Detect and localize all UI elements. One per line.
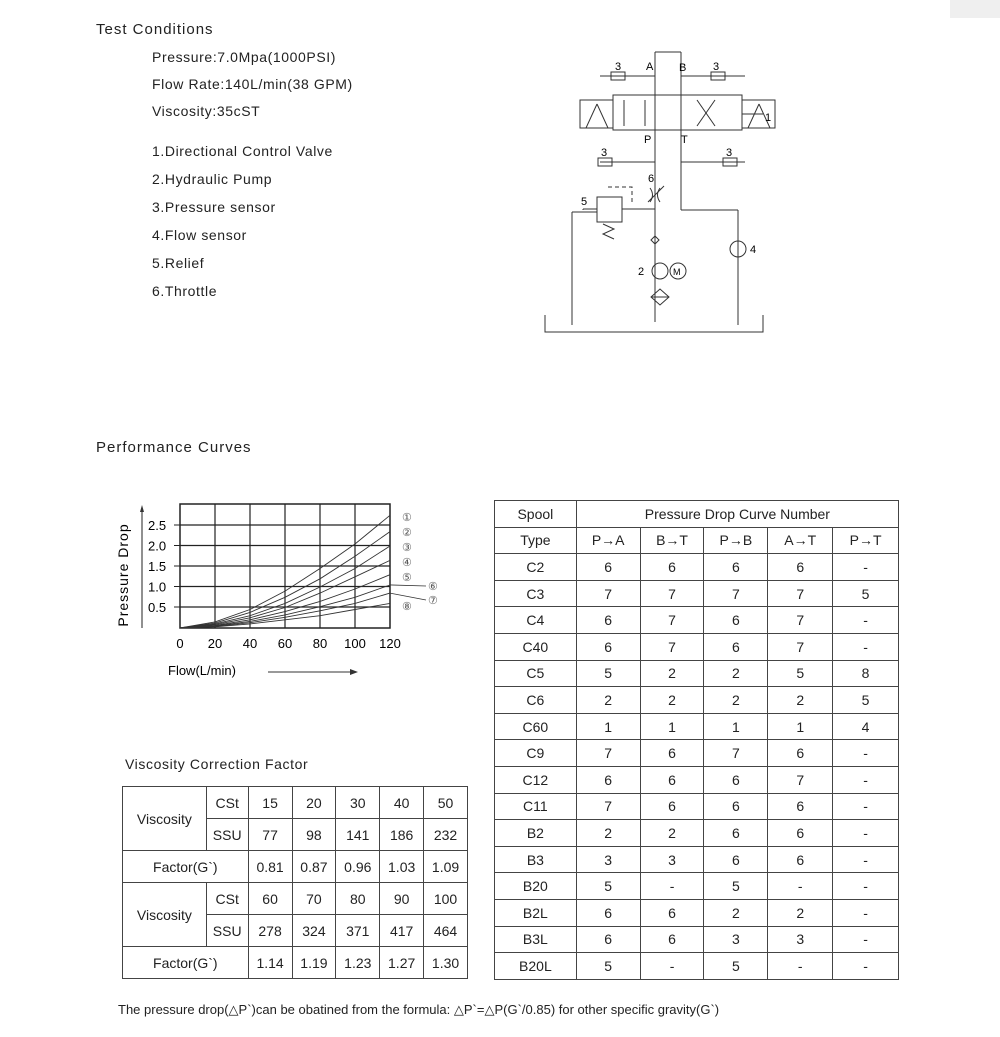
type-header: Type	[495, 527, 577, 554]
curve-number-cell: 6	[768, 740, 833, 767]
table-cell: 15	[248, 787, 292, 819]
table-row	[495, 633, 899, 660]
curve-number-cell: 4	[833, 713, 899, 740]
curve-number-cell: 6	[704, 820, 768, 847]
table-header-row	[495, 501, 899, 528]
curve-number-cell: 6	[640, 793, 704, 820]
table-cell: 1.14	[248, 947, 292, 979]
curve-number-cell: 5	[833, 580, 899, 607]
column-header: P→T	[833, 527, 899, 554]
pump-label-2: 2	[638, 266, 645, 278]
chart-grid	[142, 504, 390, 628]
table-cell: 324	[292, 915, 336, 947]
port-b-label: B	[679, 62, 687, 74]
table-row	[123, 947, 468, 979]
table-header-row	[495, 527, 899, 554]
throttle-label-6: 6	[648, 173, 655, 185]
table-row	[495, 740, 899, 767]
formula-note: The pressure drop(△P`)can be obatined from the formula: △P`=△P(G`/0.85) for other specific gravity(G`)	[118, 1002, 720, 1017]
spool-type-cell: C12	[495, 766, 577, 793]
curve-number-cell: 6	[640, 554, 704, 581]
table-cell: 0.96	[336, 851, 380, 883]
curve-number-cell: -	[833, 607, 899, 634]
table-cell: 232	[424, 819, 468, 851]
table-row	[495, 766, 899, 793]
table-cell: 90	[380, 883, 424, 915]
curve-number-cell: 6	[768, 846, 833, 873]
series-label: ⑧	[402, 601, 412, 613]
curve-number-cell: 3	[576, 846, 640, 873]
curve-number-cell: 6	[576, 607, 640, 634]
component-item: 4.Flow sensor	[152, 227, 247, 243]
y-tick-label: 2.5	[148, 518, 167, 533]
x-tick-label: 80	[312, 636, 328, 651]
y-tick-label: 1.5	[148, 559, 167, 574]
pressure-condition: Pressure:7.0Mpa(1000PSI)	[152, 49, 337, 65]
sensor-label-3: 3	[615, 61, 622, 73]
x-tick-label: 40	[242, 636, 258, 651]
spool-type-cell: C11	[495, 793, 577, 820]
curve-number-cell: -	[768, 953, 833, 980]
y-tick-label: 1.0	[148, 579, 167, 595]
spool-type-cell: C40	[495, 633, 577, 660]
table-row	[495, 660, 899, 687]
spool-type-cell: C60	[495, 713, 577, 740]
table-cell: 40	[380, 787, 424, 819]
curve-number-cell: 7	[576, 793, 640, 820]
sensor-label-3: 3	[713, 61, 720, 73]
series-label: ⑤	[402, 572, 412, 584]
series-label: ⑦	[428, 595, 438, 607]
curve-number-cell: 1	[768, 713, 833, 740]
table-row	[495, 687, 899, 714]
table-cell: 1.23	[336, 947, 380, 979]
curve-number-cell: 2	[640, 820, 704, 847]
table-cell: 77	[248, 819, 292, 851]
chart-y-axis-label: Pressure Drop	[115, 523, 131, 627]
curve-number-cell: 7	[704, 740, 768, 767]
spool-type-cell: B3	[495, 846, 577, 873]
curve-number-cell: 5	[576, 660, 640, 687]
ssu-label: SSU	[206, 915, 248, 947]
table-row	[495, 953, 899, 980]
x-tick-label: 20	[207, 636, 223, 651]
curve-number-cell: 6	[768, 820, 833, 847]
curve-number-cell: 1	[640, 713, 704, 740]
table-row	[495, 926, 899, 953]
curve-number-cell: -	[833, 740, 899, 767]
flow-rate-condition: Flow Rate:140L/min(38 GPM)	[152, 76, 353, 92]
table-row	[123, 883, 468, 915]
table-cell: 1.03	[380, 851, 424, 883]
series-leader-line	[390, 593, 426, 600]
curve-number-cell: 6	[704, 846, 768, 873]
curve-number-cell: 7	[768, 580, 833, 607]
curve-number-cell: 5	[576, 953, 640, 980]
component-item: 5.Relief	[152, 255, 205, 271]
port-t-label: T	[681, 134, 688, 146]
curve-number-cell: 7	[576, 740, 640, 767]
curve-number-cell: 2	[640, 660, 704, 687]
spool-header: Spool	[495, 501, 577, 528]
curve-number-cell: 2	[704, 687, 768, 714]
y-tick-label: 0.5	[148, 600, 167, 615]
series-label: ④	[402, 557, 412, 569]
curve-number-cell: -	[833, 633, 899, 660]
spool-type-cell: C5	[495, 660, 577, 687]
table-row	[495, 554, 899, 581]
table-cell: 371	[336, 915, 380, 947]
x-axis-arrowhead	[350, 669, 358, 675]
sensor-label-3: 3	[601, 147, 608, 159]
table-cell: 1.09	[424, 851, 468, 883]
table-cell: 0.87	[292, 851, 336, 883]
table-row	[495, 873, 899, 900]
table-cell: 1.19	[292, 947, 336, 979]
curve-number-cell: -	[833, 820, 899, 847]
spool-type-cell: C4	[495, 607, 577, 634]
viscosity-table-title: Viscosity Correction Factor	[125, 756, 309, 772]
curve-number-cell: 6	[704, 766, 768, 793]
motor-label: M	[673, 267, 681, 277]
curve-number-cell: 3	[704, 926, 768, 953]
curve-number-cell: 7	[576, 580, 640, 607]
table-cell: 1.30	[424, 947, 468, 979]
series-leader-line	[390, 585, 426, 586]
series-label: ①	[402, 512, 412, 524]
chart-labels	[148, 512, 438, 651]
x-tick-label: 100	[344, 636, 366, 651]
cst-label: CSt	[206, 883, 248, 915]
viscosity-condition: Viscosity:35cST	[152, 103, 261, 119]
curve-number-cell: 2	[768, 687, 833, 714]
column-header: A→T	[768, 527, 833, 554]
table-row	[495, 580, 899, 607]
curve-number-cell: 3	[768, 926, 833, 953]
column-header: B→T	[640, 527, 704, 554]
curve-number-cell: 2	[768, 899, 833, 926]
curve-number-cell: -	[833, 793, 899, 820]
table-cell: 98	[292, 819, 336, 851]
test-conditions-title: Test Conditions	[96, 21, 214, 38]
table-row	[495, 846, 899, 873]
curve-number-cell: -	[833, 554, 899, 581]
y-axis-arrowhead	[140, 505, 144, 512]
table-cell: 464	[424, 915, 468, 947]
curve-number-cell: -	[768, 873, 833, 900]
spool-type-cell: B20L	[495, 953, 577, 980]
table-row	[123, 787, 468, 819]
curve-number-cell: 6	[576, 926, 640, 953]
performance-chart	[105, 495, 450, 690]
curve-number-cell: 2	[576, 820, 640, 847]
curve-number-cell: -	[833, 766, 899, 793]
series-label: ⑥	[428, 581, 438, 593]
curve-number-cell: 6	[640, 766, 704, 793]
curve-number-cell: -	[833, 846, 899, 873]
curve-number-cell: 6	[640, 926, 704, 953]
performance-curves-title: Performance Curves	[96, 439, 252, 456]
viscosity-correction-table	[122, 786, 468, 979]
curve-number-cell: 2	[704, 660, 768, 687]
table-cell: 100	[424, 883, 468, 915]
curve-number-cell: 6	[704, 554, 768, 581]
hydraulic-schematic	[0, 0, 1000, 345]
curve-number-cell: 6	[576, 899, 640, 926]
y-tick-label: 2.0	[148, 538, 167, 554]
curve-number-cell: 6	[576, 766, 640, 793]
table-cell: 1.27	[380, 947, 424, 979]
curve-number-cell: 6	[576, 554, 640, 581]
sensor-label-3: 3	[726, 147, 733, 159]
curve-number-cell: 5	[704, 873, 768, 900]
series-label: ②	[402, 527, 412, 539]
table-cell: 60	[248, 883, 292, 915]
port-a-label: A	[646, 61, 654, 73]
table-cell: 141	[336, 819, 380, 851]
curve-number-cell: 6	[704, 633, 768, 660]
curve-number-cell: -	[833, 926, 899, 953]
curve-number-cell: -	[833, 873, 899, 900]
curve-number-cell: 1	[704, 713, 768, 740]
curve-number-cell: 6	[640, 899, 704, 926]
table-cell: 80	[336, 883, 380, 915]
spool-type-cell: C2	[495, 554, 577, 581]
curve-number-cell: 7	[640, 607, 704, 634]
spool-type-cell: B2	[495, 820, 577, 847]
spool-type-cell: C6	[495, 687, 577, 714]
port-p-label: P	[644, 134, 652, 146]
spool-type-cell: B3L	[495, 926, 577, 953]
curve-number-cell: 6	[768, 554, 833, 581]
curve-number-cell: 6	[640, 740, 704, 767]
factor-label: Factor(G`)	[123, 851, 249, 883]
x-tick-label: 120	[379, 636, 401, 651]
component-item: 1.Directional Control Valve	[152, 143, 333, 159]
curve-number-cell: -	[833, 899, 899, 926]
curve-number-cell: 7	[640, 633, 704, 660]
curve-number-cell: -	[640, 953, 704, 980]
column-header: P→B	[704, 527, 768, 554]
pressure-drop-table-body	[495, 501, 899, 980]
chart-x-axis-label: Flow(L/min)	[168, 663, 236, 678]
table-cell: 417	[380, 915, 424, 947]
table-cell: 20	[292, 787, 336, 819]
spool-type-cell: B20	[495, 873, 577, 900]
curve-number-cell: 8	[833, 660, 899, 687]
table-row	[495, 793, 899, 820]
factor-label: Factor(G`)	[123, 947, 249, 979]
table-row	[495, 820, 899, 847]
component-item: 2.Hydraulic Pump	[152, 171, 273, 187]
series-label: ③	[402, 542, 412, 554]
table-cell: 0.81	[248, 851, 292, 883]
ssu-label: SSU	[206, 819, 248, 851]
spool-type-cell: C9	[495, 740, 577, 767]
viscosity-label: Viscosity	[123, 787, 207, 851]
table-cell: 70	[292, 883, 336, 915]
table-cell: 30	[336, 787, 380, 819]
spool-type-cell: B2L	[495, 899, 577, 926]
valve-label-1: 1	[765, 112, 772, 124]
table-row	[495, 713, 899, 740]
table-row	[495, 899, 899, 926]
table-cell: 278	[248, 915, 292, 947]
pressure-drop-table	[494, 500, 899, 980]
x-tick-label: 60	[277, 636, 293, 651]
viscosity-label: Viscosity	[123, 883, 207, 947]
table-row	[495, 607, 899, 634]
component-item: 3.Pressure sensor	[152, 199, 276, 215]
table-cell: 186	[380, 819, 424, 851]
curve-number-cell: 7	[768, 633, 833, 660]
flow-sensor-label-4: 4	[750, 244, 757, 256]
curve-number-cell: 6	[704, 607, 768, 634]
curve-number-cell: 7	[640, 580, 704, 607]
spool-type-cell: C3	[495, 580, 577, 607]
column-header: P→A	[576, 527, 640, 554]
curve-number-cell: 5	[833, 687, 899, 714]
x-tick-label: 0	[176, 636, 184, 651]
table-cell: 50	[424, 787, 468, 819]
curve-number-cell: 6	[704, 793, 768, 820]
curve-number-header: Pressure Drop Curve Number	[576, 501, 898, 528]
curve-number-cell: 3	[640, 846, 704, 873]
relief-label-5: 5	[581, 196, 588, 208]
curve-number-cell: 5	[576, 873, 640, 900]
curve-number-cell: 5	[704, 953, 768, 980]
curve-number-cell: 7	[768, 766, 833, 793]
table-row	[123, 851, 468, 883]
curve-number-cell: 2	[640, 687, 704, 714]
component-item: 6.Throttle	[152, 283, 218, 299]
curve-number-cell: 2	[704, 899, 768, 926]
curve-number-cell: 1	[576, 713, 640, 740]
cst-label: CSt	[206, 787, 248, 819]
curve-number-cell: 7	[704, 580, 768, 607]
curve-number-cell: -	[833, 953, 899, 980]
curve-number-cell: 6	[576, 633, 640, 660]
curve-number-cell: 2	[576, 687, 640, 714]
curve-number-cell: -	[640, 873, 704, 900]
curve-number-cell: 7	[768, 607, 833, 634]
chart-curves	[180, 515, 426, 628]
curve-number-cell: 6	[768, 793, 833, 820]
curve-number-cell: 5	[768, 660, 833, 687]
